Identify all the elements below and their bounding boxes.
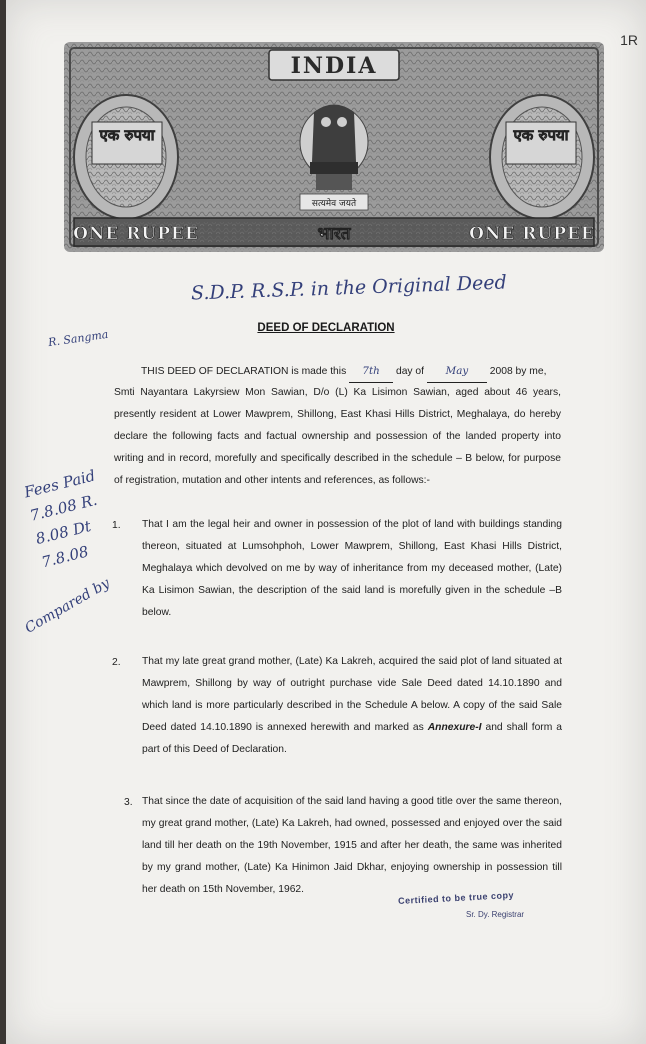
stamp-motto: सत्यमेव जयते <box>311 199 357 209</box>
stamp-country: INDIA <box>290 53 378 79</box>
stamp-number: 1R <box>620 32 638 48</box>
stamp-hindi-right: एक रुपया <box>513 126 569 144</box>
intro-paragraph <box>141 360 561 382</box>
clause-2-text-a: That my late great grand mother, (Late) Ka Lakreh, acquired the said plot of land situated at Mawprem, Shillong by way of outright purchase vide Sale Deed dated 14.10.1890 and which land is more particularly described in the Schedule A below. A copy of the said Sale Deed dated 14.10.1890 is annexed herewith and marked as <box>142 656 562 733</box>
handwritten-compared-note: Compared by <box>22 575 113 637</box>
clause-2-number: 2. <box>112 657 121 668</box>
stamp-banner-right: ONE RUPEE <box>469 224 595 244</box>
document-title: DEED OF DECLARATION <box>257 322 395 334</box>
clause-1-text: That I am the legal heir and owner in possession of the plot of land with buildings standing thereon, situated at Lumsohphoh, Lower Mawprem, Shillong, East Khasi Hills District, Meghalaya which devolved on me by way of inheritance from my deceased mother, (Late) Ka Lisimon Sawian, the description of the said land is morefully given in the schedule –B below. <box>142 519 562 618</box>
clause-1-number: 1. <box>112 520 121 531</box>
clause-2-text <box>142 651 562 761</box>
stamp-banner-center: भारत <box>317 224 351 244</box>
handwritten-top-note: S.D.P. R.S.P. in the Original Deed <box>190 271 508 305</box>
handwritten-fees-note: Fees Paid 7.8.08 R. 8.08 Dt 7.8.08 <box>22 466 99 572</box>
clause-2-text-b: and shall form a part of this Deed of Declaration. <box>142 722 562 755</box>
clause-3-text: That since the date of acquisition of the said land having a good title over the same thereon, my great grand mother, (Late) Ka Lakreh, had owned, possessed and enjoyed over the said land till her death on the 19th November, 1915 and after her death, the same was inherited by my grand mother, (Late) Ka Hinimon Jaid Dkhar, enjoying ownership in possession till her death on 15th November, 1962. <box>142 796 562 895</box>
document-page <box>6 0 646 1044</box>
clause-3-number: 3. <box>124 797 133 808</box>
stamp-paper <box>64 42 604 267</box>
day-field: 7th <box>349 360 393 383</box>
handwritten-margin-signature: R. Sangma <box>47 327 110 350</box>
certified-copy-stamp: Certified to be true copy <box>397 889 515 907</box>
stamp-banner-left: ONE RUPEE <box>73 224 199 244</box>
intro-paragraph-body: Smti Nayantara Lakyrsiew Mon Sawian, D/o (L) Ka Lisimon Sawian, aged about 46 years, presently resident at Lower Mawprem, Shillong, East Khasi Hills District, Meghalaya, do hereby declare the following facts and factual ownership and possession of the landed property into writing and in record, morefully and specifically described in the schedule – B below, for purpose of registration, mutation and other intents and references, as follows:- <box>114 387 561 486</box>
month-field: May <box>427 360 487 383</box>
stamp-hindi-left: एक रुपया <box>99 126 155 144</box>
annexure-label: Annexure-I <box>427 722 482 733</box>
intro-text-c: 2008 by me, <box>489 366 547 377</box>
registrar-signature: Sr. Dy. Registrar <box>466 910 525 919</box>
intro-text-b: day of <box>395 366 425 377</box>
intro-text-a: THIS DEED OF DECLARATION is made this <box>141 366 347 377</box>
